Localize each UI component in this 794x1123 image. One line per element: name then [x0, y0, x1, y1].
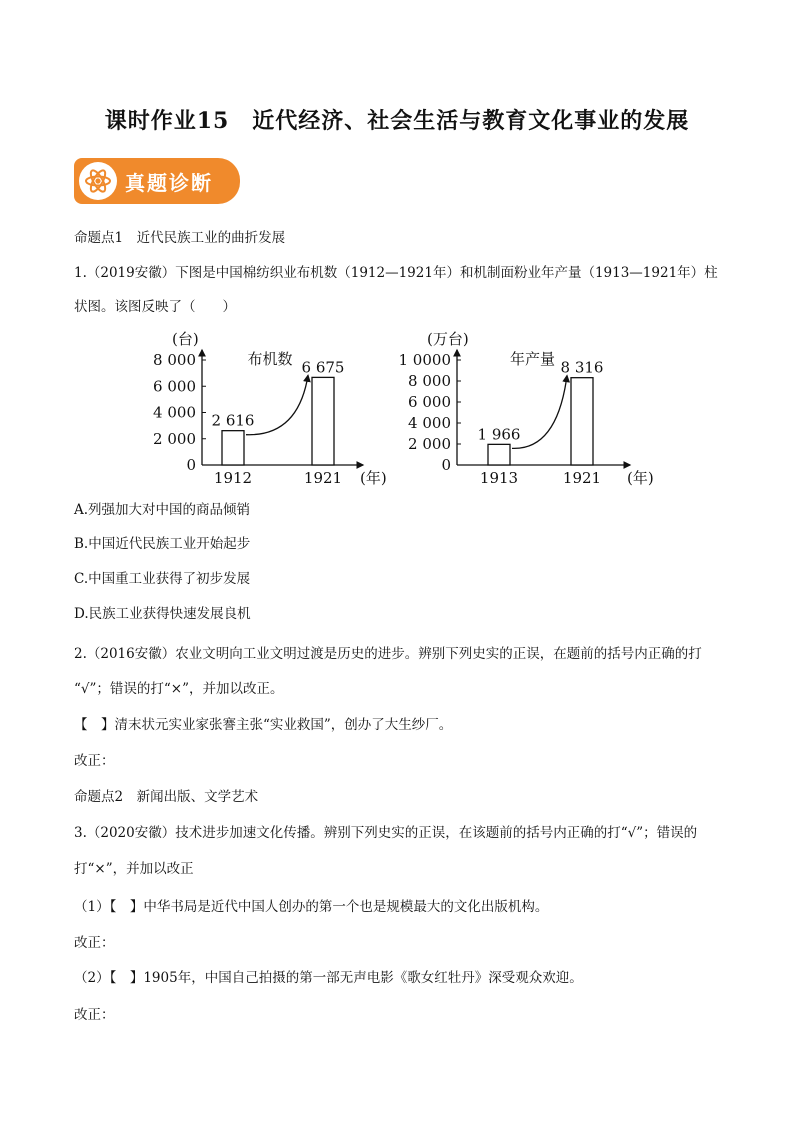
- y-tick-label: 6 000: [408, 393, 451, 411]
- y-tick-label: 8 000: [408, 372, 451, 390]
- chart-annotation: 布机数: [247, 350, 293, 368]
- y-tick-label: 8 000: [153, 351, 196, 369]
- banner-text: 真题诊断: [125, 170, 213, 195]
- x-tick-label: 1912: [213, 469, 253, 487]
- bar: [488, 444, 510, 465]
- bar: [571, 378, 593, 465]
- y-tick-label: 4 000: [408, 414, 451, 432]
- y-axis-label: (台): [172, 330, 199, 348]
- question-2-stem-line2: “√”；错误的打“×”，并加以改正。: [74, 681, 284, 697]
- y-tick-label: 6 000: [153, 377, 196, 396]
- y-tick-label: 0: [441, 456, 451, 474]
- question-3-fix-1[interactable]: 改正：: [74, 935, 115, 951]
- section-heading-2: 命题点2 新闻出版、文学艺术: [74, 789, 259, 805]
- growth-arrow: [246, 375, 308, 434]
- x-axis-unit: (年): [627, 469, 654, 487]
- question-2-item[interactable]: 【 】清末状元实业家张謇主张“实业救国”，创办了大生纱厂。: [74, 717, 453, 733]
- x-tick-label: 1921: [303, 469, 343, 487]
- section-banner: [74, 158, 240, 204]
- y-tick-label: 0: [186, 456, 196, 474]
- x-axis-unit: (年): [360, 469, 387, 487]
- question-3-item-2[interactable]: （2）【 】1905年，中国自己拍摄的第一部无声电影《歌女红牡丹》深受观众欢迎。: [74, 970, 583, 986]
- option-d[interactable]: D.民族工业获得快速发展良机: [74, 606, 251, 622]
- atom-icon: [79, 162, 117, 200]
- question-1-stem-line2: 状图。该图反映了（ ）: [74, 299, 236, 315]
- question-3-stem-line1: 3.（2020安徽）技术进步加速文化传播。辨别下列史实的正误，在该题前的括号内正确的打“√”；错误的: [74, 825, 698, 841]
- question-2-stem-line1: 2.（2016安徽）农业文明向工业文明过渡是历史的进步。辨别下列史实的正误，在题前的括号内正确的打: [74, 646, 702, 662]
- option-a[interactable]: A.列强加大对中国的商品倾销: [74, 502, 251, 518]
- bar: [312, 377, 334, 465]
- question-1-stem-line1: 1.（2019安徽）下图是中国棉纺织业布机数（1912—1921年）和机制面粉业年产量（1913—1921年）柱: [74, 265, 718, 281]
- bar-value-label: 1 966: [477, 425, 521, 444]
- y-tick-label: 4 000: [153, 403, 196, 422]
- bar: [222, 431, 244, 465]
- bar-charts: [145, 322, 655, 492]
- bar-value-label: 2 616: [211, 411, 255, 430]
- section-heading-1: 命题点1 近代民族工业的曲折发展: [74, 230, 286, 246]
- question-3-stem-line2: 打“×”，并加以改正: [74, 861, 194, 877]
- y-tick-label: 2 000: [408, 435, 451, 453]
- option-c[interactable]: C.中国重工业获得了初步发展: [74, 571, 251, 587]
- loom-count-chart: [153, 330, 387, 487]
- y-axis-label: (万台): [427, 330, 469, 348]
- y-tick-label: 2 000: [153, 429, 196, 448]
- question-3-fix-2[interactable]: 改正：: [74, 1007, 115, 1023]
- flour-output-chart: [399, 330, 654, 487]
- question-2-fix[interactable]: 改正：: [74, 753, 115, 769]
- y-tick-label: 1 0000: [398, 351, 451, 369]
- x-tick-label: 1921: [562, 469, 602, 487]
- option-b[interactable]: B.中国近代民族工业开始起步: [74, 536, 251, 552]
- chart-annotation: 年产量: [509, 350, 556, 368]
- x-tick-label: 1913: [479, 469, 519, 487]
- bar-value-label: 8 316: [560, 358, 604, 377]
- bar-value-label: 6 675: [301, 358, 345, 377]
- question-3-item-1[interactable]: （1）【 】中华书局是近代中国人创办的第一个也是规模最大的文化出版机构。: [74, 899, 549, 915]
- page-title: 课时作业15 近代经济、社会生活与教育文化事业的发展: [104, 108, 690, 134]
